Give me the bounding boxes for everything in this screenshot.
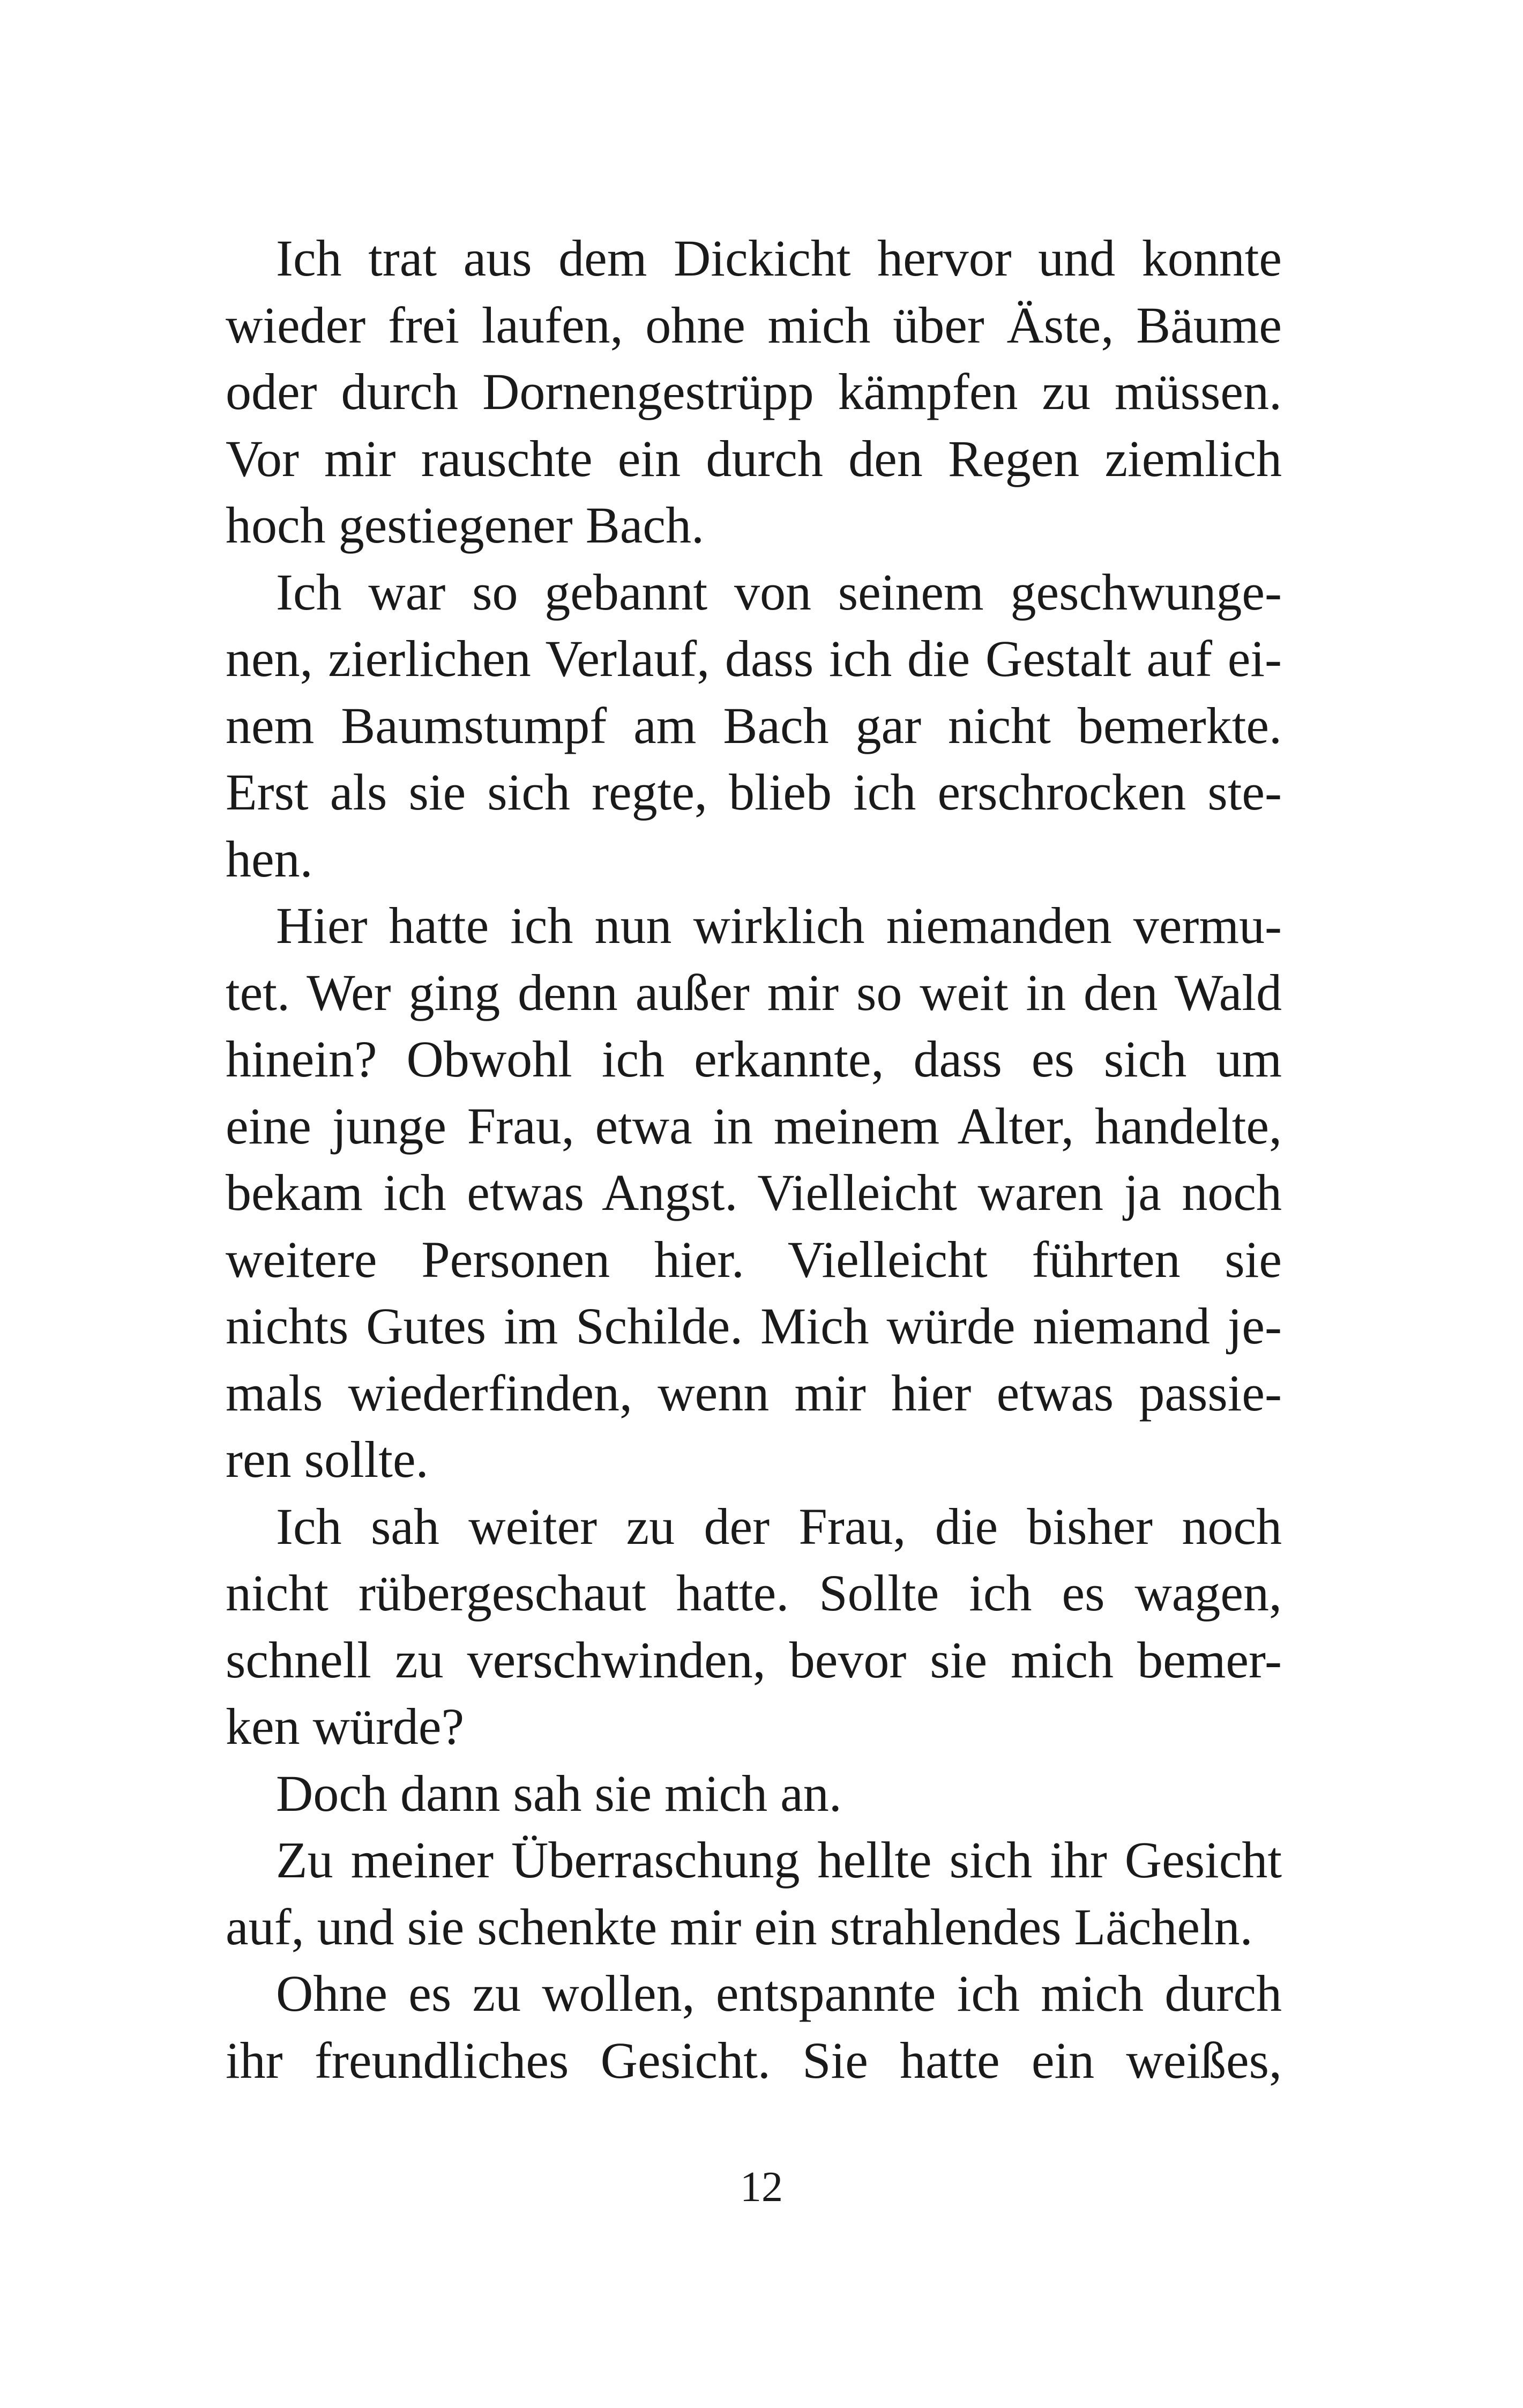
text-line: Ohne es zu wollen, entspannte ich mich durch (276, 1965, 1282, 2022)
text-line: nem Baumstumpf am Bach gar nicht bemerkte. (226, 696, 1282, 754)
text-line: wieder frei laufen, ohne mich über Äste, Bäume (226, 296, 1282, 354)
paragraph (226, 225, 1282, 559)
text-line: hinein? Obwohl ich erkannte, dass es sich um (226, 1030, 1282, 1088)
text-line: schnell zu verschwinden, bevor sie mich bemer- (226, 1631, 1282, 1689)
text-line: Zu meiner Überraschung hellte sich ihr Gesicht (276, 1831, 1282, 1889)
text-line: Vor mir rauschte ein durch den Regen ziemlich (226, 429, 1282, 487)
paragraph (226, 559, 1282, 893)
text-line: oder durch Dornengestrüpp kämpfen zu müssen. (226, 363, 1282, 420)
text-line: Ich sah weiter zu der Frau, die bisher noch (276, 1497, 1282, 1555)
text-line: nicht rübergeschaut hatte. Sollte ich es wagen, (226, 1564, 1282, 1622)
text-line: Ich trat aus dem Dickicht hervor und konnte (276, 229, 1282, 287)
text-line: hoch gestiegener Bach. (226, 496, 704, 554)
text-line: ihr freundliches Gesicht. Sie hatte ein weißes, (226, 2031, 1282, 2089)
text-line: Erst als sie sich regte, blieb ich erschrocken ste- (226, 763, 1282, 821)
text-line: Doch dann sah sie mich an. (276, 1764, 842, 1822)
text-line: ken würde? (226, 1698, 465, 1755)
page-number: 12 (740, 2164, 783, 2211)
paragraph (226, 1960, 1282, 2094)
text-line: nen, zierlichen Verlauf, dass ich die Gestalt auf ei- (226, 630, 1282, 687)
text-line: auf, und sie schenkte mir ein strahlendes Lächeln. (226, 1898, 1253, 1956)
text-line: hen. (226, 830, 313, 888)
text-line: mals wiederfinden, wenn mir hier etwas passie- (226, 1364, 1282, 1422)
paragraph (226, 893, 1282, 1493)
paragraph (226, 1493, 1282, 1760)
text-line: ren sollte. (226, 1431, 429, 1488)
paragraph (226, 1827, 1282, 1960)
text-line: weitere Personen hier. Vielleicht führten sie (226, 1230, 1282, 1288)
text-line: tet. Wer ging denn außer mir so weit in den Wald (226, 963, 1282, 1021)
body-text (226, 225, 1282, 2094)
text-line: bekam ich etwas Angst. Vielleicht waren ja noch (226, 1164, 1282, 1221)
text-line: Ich war so gebannt von seinem geschwunge- (276, 563, 1282, 621)
text-line: Hier hatte ich nun wirklich niemanden vermu- (276, 897, 1282, 954)
text-line: eine junge Frau, etwa in meinem Alter, handelte, (226, 1097, 1282, 1155)
text-line: nichts Gutes im Schilde. Mich würde niemand je- (226, 1297, 1282, 1355)
paragraph (226, 1760, 1282, 1827)
